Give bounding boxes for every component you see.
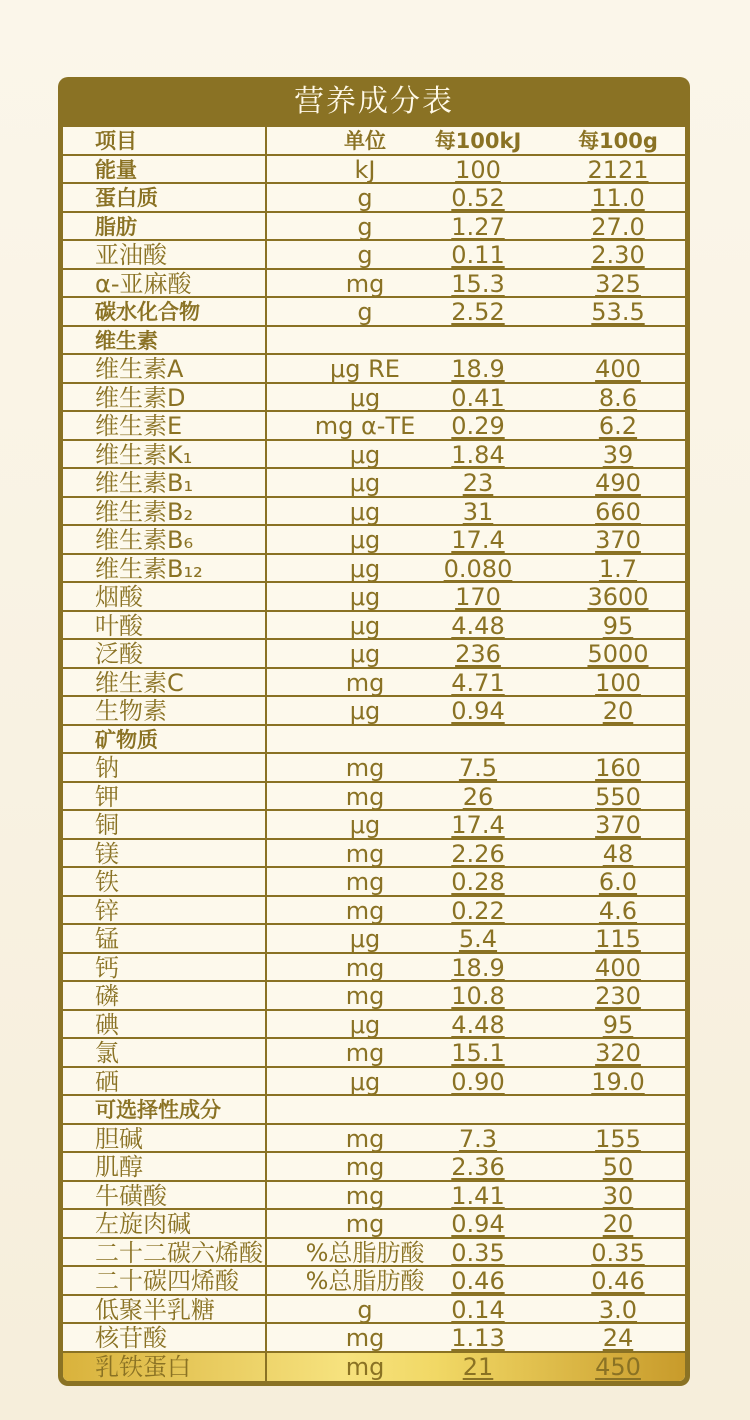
nutrient-row	[63, 612, 685, 641]
nutrient-name: 低聚半乳糖	[95, 1295, 215, 1324]
nutrient-unit: μg	[349, 811, 381, 839]
nutrient-row	[63, 555, 685, 584]
nutrient-unit: mg	[345, 839, 385, 868]
value-per-100kj: 17.4	[451, 526, 505, 554]
value-per-100kj: 7.3	[458, 1124, 498, 1153]
nutrient-row	[63, 1353, 685, 1382]
value-per-100g: 155	[595, 1124, 641, 1153]
value-per-100kj: 0.46	[451, 1267, 505, 1295]
nutrient-row	[63, 1039, 685, 1068]
value-per-100kj: 23	[462, 469, 494, 497]
nutrient-row	[63, 1153, 685, 1182]
nutrient-row	[63, 840, 685, 869]
nutrient-name: 硒	[95, 1067, 119, 1096]
value-per-100kj: 100	[455, 155, 501, 184]
value-per-100g: 95	[602, 611, 634, 640]
value-per-100g: 320	[595, 1039, 641, 1067]
value-per-100kj: 4.48	[451, 611, 505, 640]
nutrient-unit: %总脂肪酸	[305, 1267, 425, 1295]
value-per-100kj: 10.8	[451, 982, 505, 1010]
value-per-100g: 550	[595, 782, 641, 811]
value-per-100kj: 7.5	[458, 754, 498, 782]
nutrient-unit: kJ	[354, 155, 376, 184]
nutrient-row	[63, 384, 685, 413]
value-per-100kj: 0.14	[451, 1295, 505, 1324]
nutrient-unit: μg	[349, 1010, 381, 1039]
nutrient-unit: g	[357, 212, 373, 241]
value-per-100kj: 0.35	[451, 1238, 505, 1267]
value-per-100kj: 2.26	[451, 839, 505, 868]
nutrient-unit: μg	[349, 440, 381, 469]
nutrient-unit: μg	[349, 469, 381, 497]
nutrient-row	[63, 1210, 685, 1239]
value-per-100g: 0.46	[591, 1267, 645, 1295]
value-per-100kj: 17.4	[451, 811, 505, 839]
nutrient-name: 肌醇	[95, 1153, 143, 1181]
section-row	[63, 1096, 685, 1125]
nutrient-unit: mg	[345, 1324, 385, 1352]
nutrient-row	[63, 1239, 685, 1268]
nutrient-unit: g	[357, 298, 373, 326]
nutrient-name: 钾	[95, 782, 119, 811]
nutrient-unit: mg	[345, 1124, 385, 1153]
table-header-row	[63, 127, 685, 156]
nutrient-row	[63, 868, 685, 897]
nutrient-row	[63, 1296, 685, 1325]
value-per-100g: 3600	[587, 583, 649, 611]
value-per-100g: 2.30	[591, 241, 645, 269]
nutrient-unit: μg	[349, 497, 381, 526]
value-per-100g: 115	[595, 925, 641, 953]
nutrient-name: 钠	[95, 754, 119, 782]
nutrient-name: 碘	[95, 1010, 119, 1039]
value-per-100g: 2121	[587, 155, 649, 184]
nutrient-name: 二十碳四烯酸	[95, 1267, 239, 1295]
nutrient-name: 磷	[95, 982, 119, 1010]
value-per-100g: 100	[595, 668, 641, 697]
nutrient-unit: mg	[345, 1352, 385, 1381]
value-per-100g: 325	[595, 269, 641, 298]
nutrient-unit: μg	[349, 697, 381, 725]
header-unit: 单位	[344, 129, 386, 153]
section-label: 可选择性成分	[95, 1098, 221, 1122]
value-per-100kj: 0.52	[451, 184, 505, 212]
nutrient-row	[63, 640, 685, 669]
nutrient-row	[63, 925, 685, 954]
value-per-100g: 8.6	[598, 383, 638, 412]
nutrient-name: 维生素D	[95, 383, 186, 412]
nutrient-name: 维生素K₁	[95, 440, 193, 469]
nutrient-name: 维生素B₁₂	[95, 554, 203, 583]
value-per-100g: 19.0	[591, 1067, 645, 1096]
nutrient-row	[63, 184, 685, 213]
value-per-100kj: 18.9	[451, 953, 505, 982]
value-per-100g: 11.0	[591, 184, 645, 212]
value-per-100kj: 15.3	[451, 269, 505, 298]
nutrient-unit: g	[357, 241, 373, 269]
nutrient-row	[63, 1182, 685, 1211]
value-per-100g: 0.35	[591, 1238, 645, 1267]
nutrient-unit: mg	[345, 896, 385, 925]
value-per-100kj: 18.9	[451, 355, 505, 383]
nutrient-name: 二十二碳六烯酸	[95, 1238, 263, 1267]
nutrient-unit: μg	[349, 925, 381, 953]
nutrient-name: 叶酸	[95, 611, 143, 640]
nutrient-row	[63, 954, 685, 983]
section-row	[63, 327, 685, 356]
value-per-100kj: 26	[462, 782, 494, 811]
nutrient-row	[63, 1068, 685, 1097]
nutrient-name: 左旋肉碱	[95, 1210, 191, 1238]
value-per-100kj: 4.48	[451, 1010, 505, 1039]
nutrient-row	[63, 412, 685, 441]
nutrient-unit: %总脂肪酸	[305, 1238, 425, 1267]
nutrient-name: 生物素	[95, 697, 167, 725]
nutrition-table	[63, 127, 685, 1381]
value-per-100g: 48	[602, 839, 634, 868]
nutrient-name: 镁	[95, 839, 119, 868]
value-per-100g: 20	[602, 697, 634, 725]
nutrient-row	[63, 1011, 685, 1040]
header-per-100g: 每100g	[578, 129, 658, 153]
value-per-100kj: 1.41	[451, 1181, 505, 1210]
value-per-100g: 30	[602, 1181, 634, 1210]
nutrient-unit: μg	[349, 1067, 381, 1096]
nutrient-unit: μg	[349, 526, 381, 554]
nutrient-row	[63, 298, 685, 327]
nutrient-unit: mg	[345, 782, 385, 811]
nutrient-unit: μg	[349, 554, 381, 583]
value-per-100kj: 236	[455, 640, 501, 668]
nutrient-name: 钙	[95, 953, 119, 982]
nutrient-row	[63, 669, 685, 698]
nutrient-row	[63, 270, 685, 299]
nutrient-name: 牛磺酸	[95, 1181, 167, 1210]
header-name: 项目	[95, 129, 137, 153]
nutrient-row	[63, 982, 685, 1011]
nutrient-unit: mg	[345, 668, 385, 697]
value-per-100g: 3.0	[598, 1295, 638, 1324]
nutrient-row	[63, 1125, 685, 1154]
nutrient-row	[63, 469, 685, 498]
nutrient-row	[63, 241, 685, 270]
nutrient-unit: μg	[349, 611, 381, 640]
value-per-100g: 39	[602, 440, 634, 469]
nutrient-row	[63, 355, 685, 384]
nutrient-name: 维生素B₆	[95, 526, 194, 554]
value-per-100kj: 1.13	[451, 1324, 505, 1352]
nutrient-unit: mg	[345, 982, 385, 1010]
value-per-100g: 370	[595, 526, 641, 554]
table-title: 营养成分表	[294, 84, 454, 119]
value-per-100g: 400	[595, 953, 641, 982]
nutrient-unit: mg α-TE	[314, 412, 416, 440]
value-per-100g: 1.7	[598, 554, 638, 583]
nutrient-row	[63, 1267, 685, 1296]
nutrient-row	[63, 583, 685, 612]
nutrient-unit: mg	[345, 953, 385, 982]
section-row	[63, 726, 685, 755]
nutrient-name: 碳水化合物	[95, 300, 200, 324]
value-per-100kj: 0.11	[451, 241, 505, 269]
nutrient-name: 泛酸	[95, 640, 143, 668]
value-per-100kj: 0.29	[451, 412, 505, 440]
value-per-100g: 370	[595, 811, 641, 839]
value-per-100kj: 31	[462, 497, 494, 526]
nutrient-name: 铁	[95, 868, 119, 896]
value-per-100kj: 21	[462, 1352, 494, 1381]
nutrient-row	[63, 697, 685, 726]
nutrient-unit: mg	[345, 1153, 385, 1181]
nutrient-unit: mg	[345, 1181, 385, 1210]
nutrient-unit: mg	[345, 269, 385, 298]
nutrient-name: 乳铁蛋白	[95, 1352, 191, 1381]
nutrient-name: 维生素A	[95, 355, 184, 383]
nutrient-name: 蛋白质	[95, 186, 158, 210]
nutrient-unit: mg	[345, 1039, 385, 1067]
nutrient-name: 氯	[95, 1039, 119, 1067]
nutrient-row	[63, 213, 685, 242]
value-per-100kj: 2.36	[451, 1153, 505, 1181]
nutrient-name: 脂肪	[95, 214, 137, 239]
nutrient-unit: μg	[349, 640, 381, 668]
value-per-100g: 230	[595, 982, 641, 1010]
nutrient-name: 锌	[95, 896, 119, 925]
nutrient-name: 维生素E	[95, 412, 183, 440]
value-per-100g: 50	[602, 1153, 634, 1181]
nutrient-row	[63, 1324, 685, 1353]
value-per-100kj: 0.080	[443, 554, 513, 583]
nutrient-unit: g	[357, 1295, 373, 1324]
nutrient-name: 维生素C	[95, 668, 184, 697]
value-per-100g: 24	[602, 1324, 634, 1352]
nutrient-name: 亚油酸	[95, 241, 167, 269]
value-per-100g: 6.0	[598, 868, 638, 896]
nutrient-name: 锰	[95, 925, 119, 953]
nutrient-name: 核苷酸	[95, 1324, 167, 1352]
value-per-100kj: 0.41	[451, 383, 505, 412]
value-per-100g: 27.0	[591, 212, 645, 241]
value-per-100kj: 4.71	[451, 668, 505, 697]
value-per-100kj: 0.94	[451, 1210, 505, 1238]
nutrient-row	[63, 526, 685, 555]
nutrient-row	[63, 783, 685, 812]
value-per-100g: 660	[595, 497, 641, 526]
nutrient-row	[63, 754, 685, 783]
value-per-100g: 20	[602, 1210, 634, 1238]
value-per-100g: 160	[595, 754, 641, 782]
nutrient-name: 维生素B₁	[95, 469, 194, 497]
value-per-100kj: 15.1	[451, 1039, 505, 1067]
value-per-100kj: 170	[455, 583, 501, 611]
value-per-100g: 450	[595, 1352, 641, 1381]
nutrient-row	[63, 498, 685, 527]
value-per-100kj: 1.84	[451, 440, 505, 469]
section-label: 维生素	[95, 328, 158, 353]
nutrient-name: 铜	[95, 811, 119, 839]
nutrient-unit: mg	[345, 1210, 385, 1238]
value-per-100g: 4.6	[598, 896, 638, 925]
value-per-100kj: 0.94	[451, 697, 505, 725]
value-per-100g: 400	[595, 355, 641, 383]
value-per-100kj: 0.28	[451, 868, 505, 896]
column-divider	[265, 127, 267, 1381]
value-per-100kj: 5.4	[458, 925, 498, 953]
nutrient-unit: mg	[345, 868, 385, 896]
nutrient-row	[63, 156, 685, 185]
nutrient-name: α-亚麻酸	[95, 269, 192, 298]
value-per-100g: 5000	[587, 640, 649, 668]
nutrient-row	[63, 811, 685, 840]
nutrient-name: 烟酸	[95, 583, 143, 611]
value-per-100g: 95	[602, 1010, 634, 1039]
value-per-100g: 6.2	[598, 412, 638, 440]
nutrient-unit: μg RE	[330, 355, 400, 383]
header-per-100kj: 每100kJ	[434, 129, 522, 153]
value-per-100kj: 1.27	[451, 212, 505, 241]
value-per-100g: 490	[595, 469, 641, 497]
nutrient-unit: g	[357, 184, 373, 212]
value-per-100kj: 0.22	[451, 896, 505, 925]
value-per-100g: 53.5	[591, 298, 645, 326]
nutrient-name: 维生素B₂	[95, 497, 194, 526]
value-per-100kj: 0.90	[451, 1067, 505, 1096]
nutrient-unit: mg	[345, 754, 385, 782]
nutrition-panel	[58, 77, 690, 1386]
nutrient-unit: μg	[349, 583, 381, 611]
nutrient-row	[63, 441, 685, 470]
nutrient-unit: μg	[349, 383, 381, 412]
nutrient-name: 胆碱	[95, 1124, 143, 1153]
section-label: 矿物质	[95, 727, 158, 752]
nutrient-row	[63, 897, 685, 926]
value-per-100kj: 2.52	[451, 298, 505, 326]
nutrient-name: 能量	[95, 157, 137, 182]
